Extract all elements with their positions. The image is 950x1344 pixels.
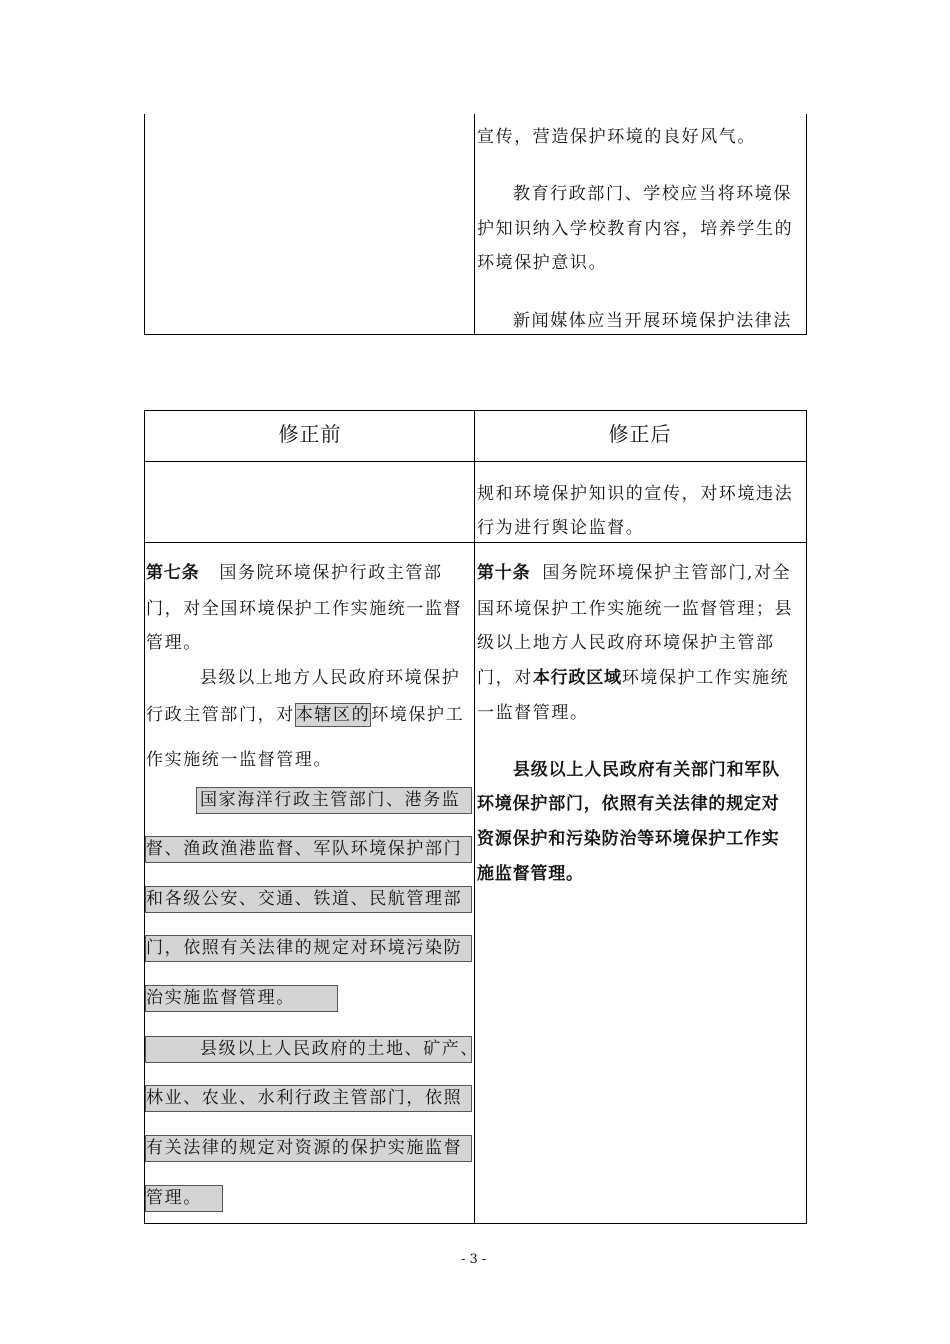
article-text: 国务院环境保护主管部门,对全 [542, 563, 792, 583]
row1-right-line: 行为进行舆论监督。 [477, 518, 645, 538]
deleted-text: 国家海洋行政主管部门、港务监 [200, 790, 461, 810]
article-text: 国环境保护工作实施统一监督管理；县 [477, 599, 794, 619]
header-after: 修正后 [608, 422, 672, 446]
article-label-before: 第七条 [146, 563, 200, 583]
article-text: 作实施统一监督管理。 [146, 750, 332, 770]
deleted-text: 和各级公安、交通、铁道、民航管理部 [146, 889, 463, 909]
deleted-text: 县级以上人民政府的土地、矿产、 [200, 1039, 479, 1059]
article-text: 管理。 [146, 633, 202, 653]
right-cell-line: 教育行政部门、学校应当将环境保 [513, 184, 792, 204]
added-text: 本行政区域 [532, 668, 622, 688]
article-text: 门，对 [477, 668, 533, 688]
deleted-text: 门，依照有关法律的规定对环境污染防 [146, 938, 463, 958]
article-text: 环境保护工作实施统 [621, 668, 790, 688]
header-before: 修正前 [278, 422, 342, 446]
deleted-text: 管理。 [146, 1188, 202, 1208]
right-cell-line: 宣传，营造保护环境的良好风气。 [477, 127, 756, 147]
article-text: 县级以上地方人民政府环境保护 [200, 668, 461, 688]
article-text: 门，对全国环境保护工作实施统一监督 [146, 599, 463, 619]
added-text: 资源保护和污染防治等环境保护工作实 [477, 829, 780, 849]
deleted-text: 有关法律的规定对资源的保护实施监督 [146, 1138, 463, 1158]
deleted-text: 治实施监督管理。 [146, 988, 295, 1008]
added-text: 施监督管理。 [477, 864, 584, 884]
page-number: - 3 - [461, 1252, 487, 1267]
deleted-text: 督、渔政渔港监督、军队环境保护部门 [146, 839, 463, 859]
right-cell-line: 新闻媒体应当开展环境保护法律法 [513, 311, 792, 331]
right-cell-line: 护知识纳入学校教育内容，培养学生的 [477, 219, 794, 239]
deleted-text: 林业、农业、水利行政主管部门，依照 [146, 1088, 463, 1108]
article-text: 行政主管部门，对 [146, 705, 295, 725]
article-label-after: 第十条 [477, 563, 531, 583]
added-text: 县级以上人民政府有关部门和军队 [513, 760, 780, 780]
row1-right-line: 规和环境保护知识的宣传，对环境违法 [477, 484, 794, 504]
article-text: 一监督管理。 [477, 703, 589, 723]
article-text: 环境保护工 [371, 705, 465, 725]
article-text: 级以上地方人民政府环境保护主管部 [477, 633, 775, 653]
article-text: 国务院环境保护行政主管部 [219, 563, 443, 583]
right-cell-line: 环境保护意识。 [477, 253, 608, 273]
highlighted-deletion: 本辖区的 [295, 705, 371, 725]
added-text: 环境保护部门，依照有关法律的规定对 [477, 794, 780, 814]
